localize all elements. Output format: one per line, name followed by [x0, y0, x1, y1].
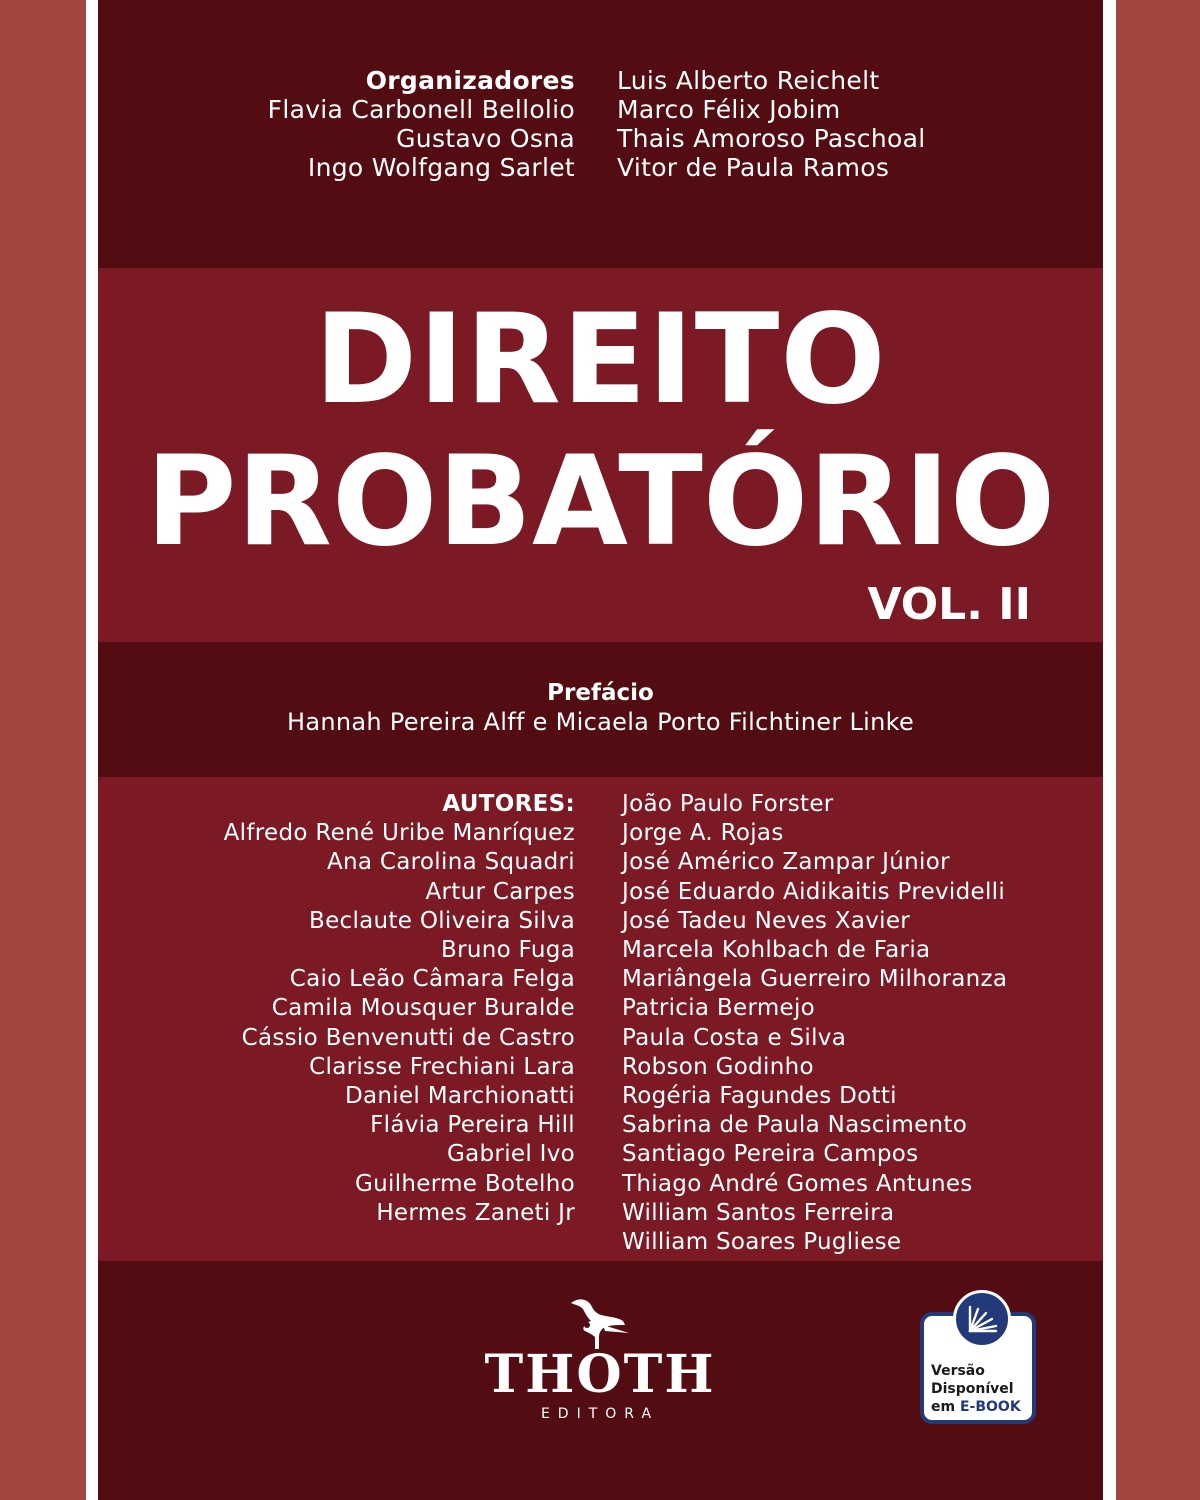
author-name: Cássio Benvenutti de Castro: [241, 1024, 575, 1051]
author-name: Mariângela Guerreiro Milhoranza: [622, 966, 1008, 993]
open-book-icon: [953, 1290, 1011, 1348]
book-cover: [98, 0, 1103, 1500]
author-name: Rogéria Fagundes Dotti: [622, 1083, 897, 1110]
author-name: Flávia Pereira Hill: [370, 1112, 575, 1139]
publisher-subtitle: EDITORA: [540, 1406, 660, 1422]
author-name: Artur Carpes: [425, 878, 575, 905]
ebook-line-3: [931, 1398, 1021, 1416]
preface-heading: Prefácio: [547, 680, 654, 706]
author-name: Daniel Marchionatti: [345, 1083, 575, 1110]
ebook-badge: [920, 1312, 1036, 1424]
author-name: Santiago Pereira Campos: [622, 1141, 919, 1168]
author-name: Patricia Bermejo: [622, 995, 816, 1022]
book-title-line-1: DIREITO: [314, 288, 887, 432]
ebook-line-2: Disponível: [931, 1381, 1014, 1397]
ebook-line-3-strong: E-BOOK: [959, 1399, 1021, 1415]
author-name: Sabrina de Paula Nascimento: [622, 1112, 968, 1139]
author-name: José Tadeu Neves Xavier: [622, 907, 911, 934]
author-name: João Paulo Forster: [622, 791, 834, 817]
volume-label: VOL. II: [867, 579, 1031, 630]
ebook-line-1: Versão: [931, 1363, 985, 1379]
author-name: Ana Carolina Squadri: [327, 849, 575, 876]
organizer-name: Marco Félix Jobim: [617, 95, 841, 124]
author-name: Marcela Kohlbach de Faria: [622, 937, 931, 964]
organizer-name: Vitor de Paula Ramos: [617, 153, 890, 182]
author-name: Gabriel Ivo: [447, 1141, 575, 1168]
ebook-badge-text: [931, 1362, 1021, 1416]
organizers-left-column: [268, 66, 575, 182]
author-name: Thiago André Gomes Antunes: [622, 1170, 973, 1197]
publisher-logo: [438, 1295, 762, 1435]
organizer-name: Luis Alberto Reichelt: [617, 66, 880, 95]
organizer-name: Flavia Carbonell Bellolio: [267, 95, 575, 124]
preface-authors: Hannah Pereira Alff e Micaela Porto Filchtiner Linke: [286, 708, 915, 736]
organizers-heading: Organizadores: [365, 66, 575, 95]
organizer-name: Gustavo Osna: [396, 124, 575, 153]
organizers-right-column: [617, 66, 925, 182]
author-name: William Soares Pugliese: [622, 1229, 902, 1256]
author-name: Guilherme Botelho: [355, 1170, 575, 1197]
author-name: José Eduardo Aidikaitis Previdelli: [622, 878, 1006, 905]
publisher-name: THOTH: [484, 1344, 716, 1405]
authors-heading: AUTORES:: [442, 791, 575, 817]
author-name: Hermes Zaneti Jr: [376, 1199, 575, 1226]
organizer-name: Ingo Wolfgang Sarlet: [307, 153, 575, 182]
authors-right-column: [622, 790, 1007, 1257]
author-name: William Santos Ferreira: [622, 1199, 895, 1226]
author-name: Paula Costa e Silva: [622, 1024, 847, 1051]
authors-left-column: [224, 790, 575, 1228]
author-name: José Américo Zampar Júnior: [622, 849, 950, 876]
author-name: Robson Godinho: [622, 1053, 814, 1080]
ibis-bird-icon: [565, 1295, 635, 1351]
author-name: Beclaute Oliveira Silva: [309, 907, 575, 934]
ebook-line-3-prefix: em: [931, 1399, 960, 1415]
author-name: Camila Mousquer Buralde: [271, 995, 575, 1022]
author-name: Clarisse Frechiani Lara: [309, 1053, 575, 1080]
organizer-name: Thais Amoroso Paschoal: [617, 124, 926, 153]
book-title-line-2: PROBATÓRIO: [145, 430, 1056, 574]
author-name: Caio Leão Câmara Felga: [289, 966, 575, 993]
author-name: Alfredo René Uribe Manríquez: [223, 820, 575, 847]
author-name: Jorge A. Rojas: [622, 820, 784, 847]
author-name: Bruno Fuga: [440, 937, 575, 964]
